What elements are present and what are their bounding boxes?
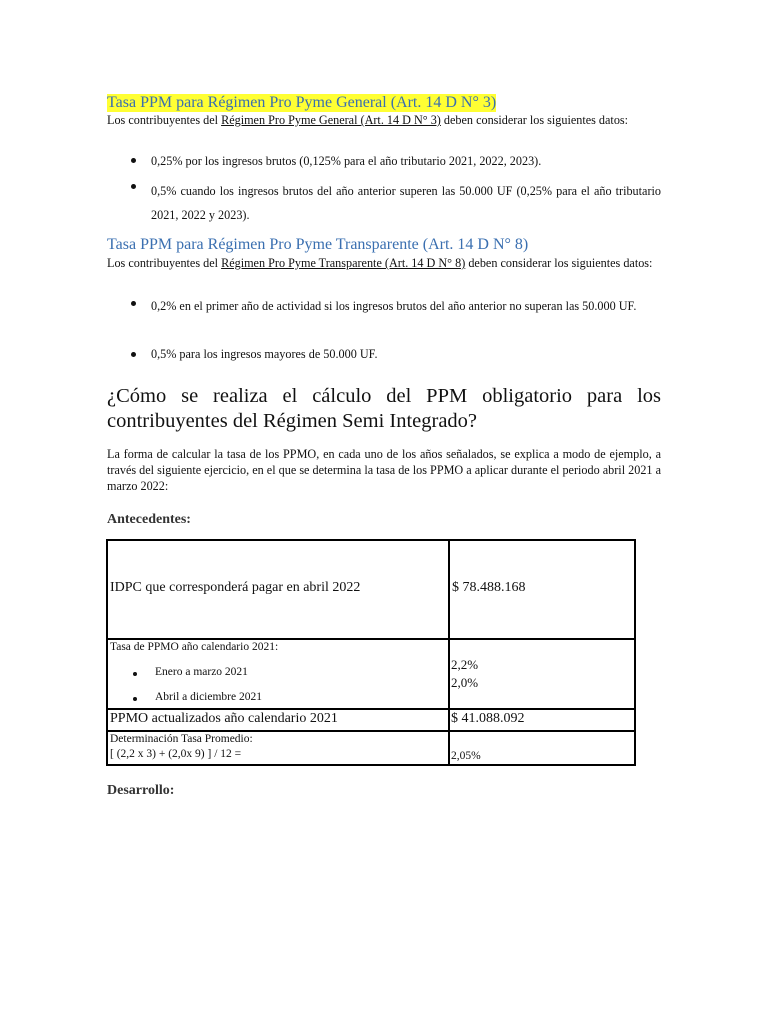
bullet-dot: [131, 352, 136, 357]
section-intro-general: [107, 112, 661, 128]
section-intro-transparente: [107, 255, 661, 271]
tasa-promedio-formula: [ (2,2 x 3) + (2,0x 9) ] / 12 =: [110, 748, 242, 760]
intro-text: Los contribuyentes del: [107, 256, 222, 270]
regimen-link[interactable]: Régimen Pro Pyme Transparente (Art. 14 D N° 8): [221, 256, 466, 270]
ppmo-actualizados-value: $ 41.088.092: [451, 711, 525, 726]
bullet-dot: [131, 184, 136, 189]
bullet-dot: [131, 301, 136, 306]
rate-value: 2,0%: [451, 675, 479, 690]
desarrollo-heading: Desarrollo:: [107, 783, 175, 798]
antecedentes-heading: Antecedentes:: [107, 512, 191, 527]
question-heading: ¿Cómo se realiza el cálculo del PPM obligatorio para los contribuyentes del Régimen Semi Integrado?: [107, 385, 661, 432]
section-heading-general: Tasa PPM para Régimen Pro Pyme General (Art. 14 D N° 3): [107, 94, 497, 111]
bullet-dot: [133, 697, 137, 701]
tasa-promedio-value: 2,05%: [451, 750, 481, 762]
bullet-item: 0,25% por los ingresos brutos (0,125% para el año tributario 2021, 2022, 2023).: [151, 154, 542, 168]
bullet-dot: [131, 158, 136, 163]
bullet-item: 0,5% cuando los ingresos brutos del año anterior superen las 50.000 UF (0,25% para el año tributario 2021, 2022 y 2023).: [151, 184, 661, 222]
explanation-paragraph: La forma de calcular la tasa de los PPMO, en cada uno de los años señalados, se explica a modo de ejemplo, a través del siguiente ejercicio, en el que se determina la tasa de los PPMO a aplicar durante el periodo abril 2021 a marzo 2022:: [107, 447, 661, 493]
period-item: Enero a marzo 2021: [155, 666, 248, 678]
table-cell: [448, 638, 636, 710]
bullet-item: 0,5% para los ingresos mayores de 50.000 UF.: [151, 347, 378, 361]
section-heading-transparente: Tasa PPM para Régimen Pro Pyme Transparente (Art. 14 D N° 8): [107, 236, 529, 253]
regimen-link[interactable]: Régimen Pro Pyme General (Art. 14 D N° 3): [221, 113, 441, 127]
idpc-value: $ 78.488.168: [452, 580, 526, 595]
intro-text-end: deben considerar los siguientes datos:: [440, 113, 629, 127]
bullet-item: 0,2% en el primer año de actividad si los ingresos brutos del año anterior no superan las 50.000 UF.: [151, 299, 637, 313]
tasa-promedio-label: Determinación Tasa Promedio:: [110, 733, 253, 745]
tasa-ppmo-label: Tasa de PPMO año calendario 2021:: [110, 641, 279, 653]
rate-value: 2,2%: [451, 657, 479, 672]
intro-text: Los contribuyentes del: [107, 113, 222, 127]
bullet-dot: [133, 672, 137, 676]
intro-text-end: deben considerar los siguientes datos:: [465, 256, 653, 270]
idpc-label: IDPC que corresponderá pagar en abril 2022: [110, 580, 361, 595]
period-item: Abril a diciembre 2021: [155, 691, 262, 703]
ppmo-actualizados-label: PPMO actualizados año calendario 2021: [110, 711, 338, 726]
